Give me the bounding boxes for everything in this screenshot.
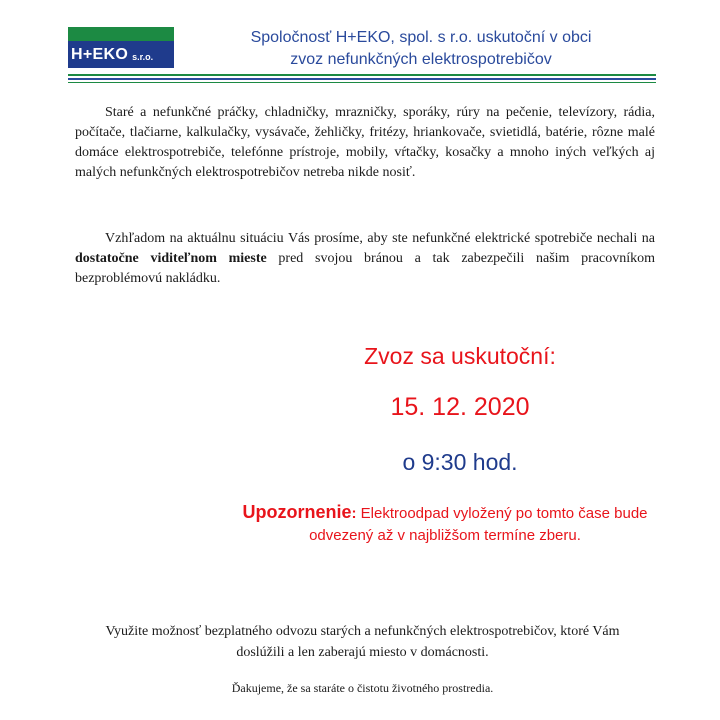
pickup-time: o 9:30 hod.	[402, 449, 518, 475]
header-rule-blue	[68, 78, 656, 80]
warning-separator: :	[351, 505, 361, 522]
header-rule-green	[68, 74, 656, 76]
header-title-line2: zvoz nefunkčných elektrospotrebičov	[290, 51, 552, 68]
header-title-line1: Spoločnosť H+EKO, spol. s r.o. uskutoční v obci	[250, 29, 592, 46]
pickup-title: Zvoz sa uskutoční:	[364, 343, 556, 369]
logo-blue-band	[68, 41, 174, 68]
warning-text: Elektroodpad vyložený po tomto čase bude odvezený až v najbližšom termíne zberu.	[309, 505, 648, 544]
heko-logo	[68, 27, 174, 68]
logo-green-band	[68, 27, 174, 41]
footer-offer: Využite možnosť bezplatného odvozu starých a nefunkčných elektrospotrebičov, ktoré Vám doslúžili a len zaberajú miesto v domácnosti.	[105, 624, 620, 660]
request-text-bold: dostatočne viditeľnom mieste	[75, 251, 267, 266]
request-paragraph	[75, 229, 655, 289]
logo-sub-text: s.r.o.	[132, 51, 154, 62]
warning-label: Upozornenie	[242, 502, 352, 522]
pickup-date: 15. 12. 2020	[390, 393, 530, 421]
footer-thanks: Ďakujeme, že sa staráte o čistotu životného prostredia.	[231, 681, 494, 695]
header-title	[186, 27, 656, 71]
logo-main-text: H+EKO	[71, 45, 129, 63]
request-text-start: Vzhľadom na aktuálnu situáciu Vás prosíme, aby ste nefunkčné elektrické spotrebiče nechali na	[105, 231, 655, 246]
request-text-end: pred svojou bránou a tak zabezpečili našim pracovníkom bezproblémovú nakládku.	[75, 251, 655, 286]
intro-paragraph: Staré a nefunkčné práčky, chladničky, mrazničky, sporáky, rúry na pečenie, televízory, rádia, počítače, tlačiarne, kalkulačky, vysávače, žehličky, fritézy, hriankovače, svietidlá, batérie, rôzne malé domáce elektrospotrebiče, telefónne prístroje, mobily, vŕtačky, kosačky a mnoho iných veľkých aj malých nefunkčných elektrospotrebičov netreba nikde nosiť.	[75, 105, 655, 180]
header-rule-green-thin	[68, 82, 656, 83]
warning-notice	[235, 501, 655, 547]
